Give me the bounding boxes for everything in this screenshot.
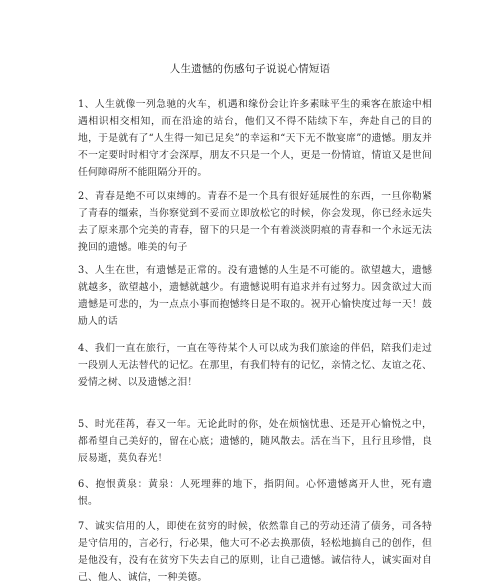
paragraph-2: 2、青春是绝不可以束缚的。青春不是一个具有很好延展性的东西，一旦你勒紧了青春的缰索，当你察觉到不妥而立即放松它的时候，你会发现，你已经永远失去了原来那个完美的青春，留下的只是一个有着淡淡阴痕的青春和一个永远无法挽回的遗憾。唯美的句子 <box>78 191 432 253</box>
paragraph-7: 7、诚实信用的人，即使在贫穷的时候，依然靠自己的劳动还清了债务，司各特是守信用的，言必行，行必果，他大可不必去换那债，轻松地搞自己的创作，但是他没有，没有在贫穷下失去自己的原则，让自己遗憾。诚信待人，诚实面对自己、他人、诚信，一种美德。 <box>78 521 432 583</box>
document-title: 人生遗憾的伤感句子说说心情短语 <box>169 63 331 75</box>
paragraph-3: 3、人生在世，有遗憾是正常的。没有遗憾的人生是不可能的。欲望越大，遗憾就越多，欲望越小，遗憾就越少。有遗憾说明有追求并有过努力。因贪欲过大而遗憾是可悲的，为一点点小事而抱憾终日是不取的。祝开心愉快度过每一天！鼓励人的话 <box>78 265 432 327</box>
paragraph-4: 4、我们一直在旅行，一直在等待某个人可以成为我们旅途的伴侣，陪我们走过一段别人无法替代的记忆。在那里，有我们特有的记忆，亲情之忆、友谊之花、爱情之树、以及遗憾之泪！ <box>78 343 432 388</box>
paragraph-5: 5、时光荏苒，春又一年。无论此时的你，处在烦恼忧患、还是开心愉悦之中，都希望自己美好的，留在心底；遗憾的，随风散去。活在当下，且行且珍惜，良辰易逝，莫负春光！ <box>78 419 432 464</box>
paragraph-6: 6、抱恨黄泉：黄泉：人死埋葬的地下，指阴间。心怀遗憾离开人世，死有遗恨。 <box>78 479 432 507</box>
paragraph-1: 1、人生就像一列急驰的火车，机遇和缘份会让许多素昧平生的乘客在旅途中相遇相识相交相知，而在沿途的站台，他们又不得不陆续下车，奔赴自己的目的地，于是就有了“人生得一知已足矣”的幸运和“天下无不散宴席”的遗憾。朋友并不一定要时时相守才会深厚，朋友不只是一个人，更是一份情谊，情谊又是世间任何障碍所不能阻隔分开的。 <box>78 99 432 178</box>
